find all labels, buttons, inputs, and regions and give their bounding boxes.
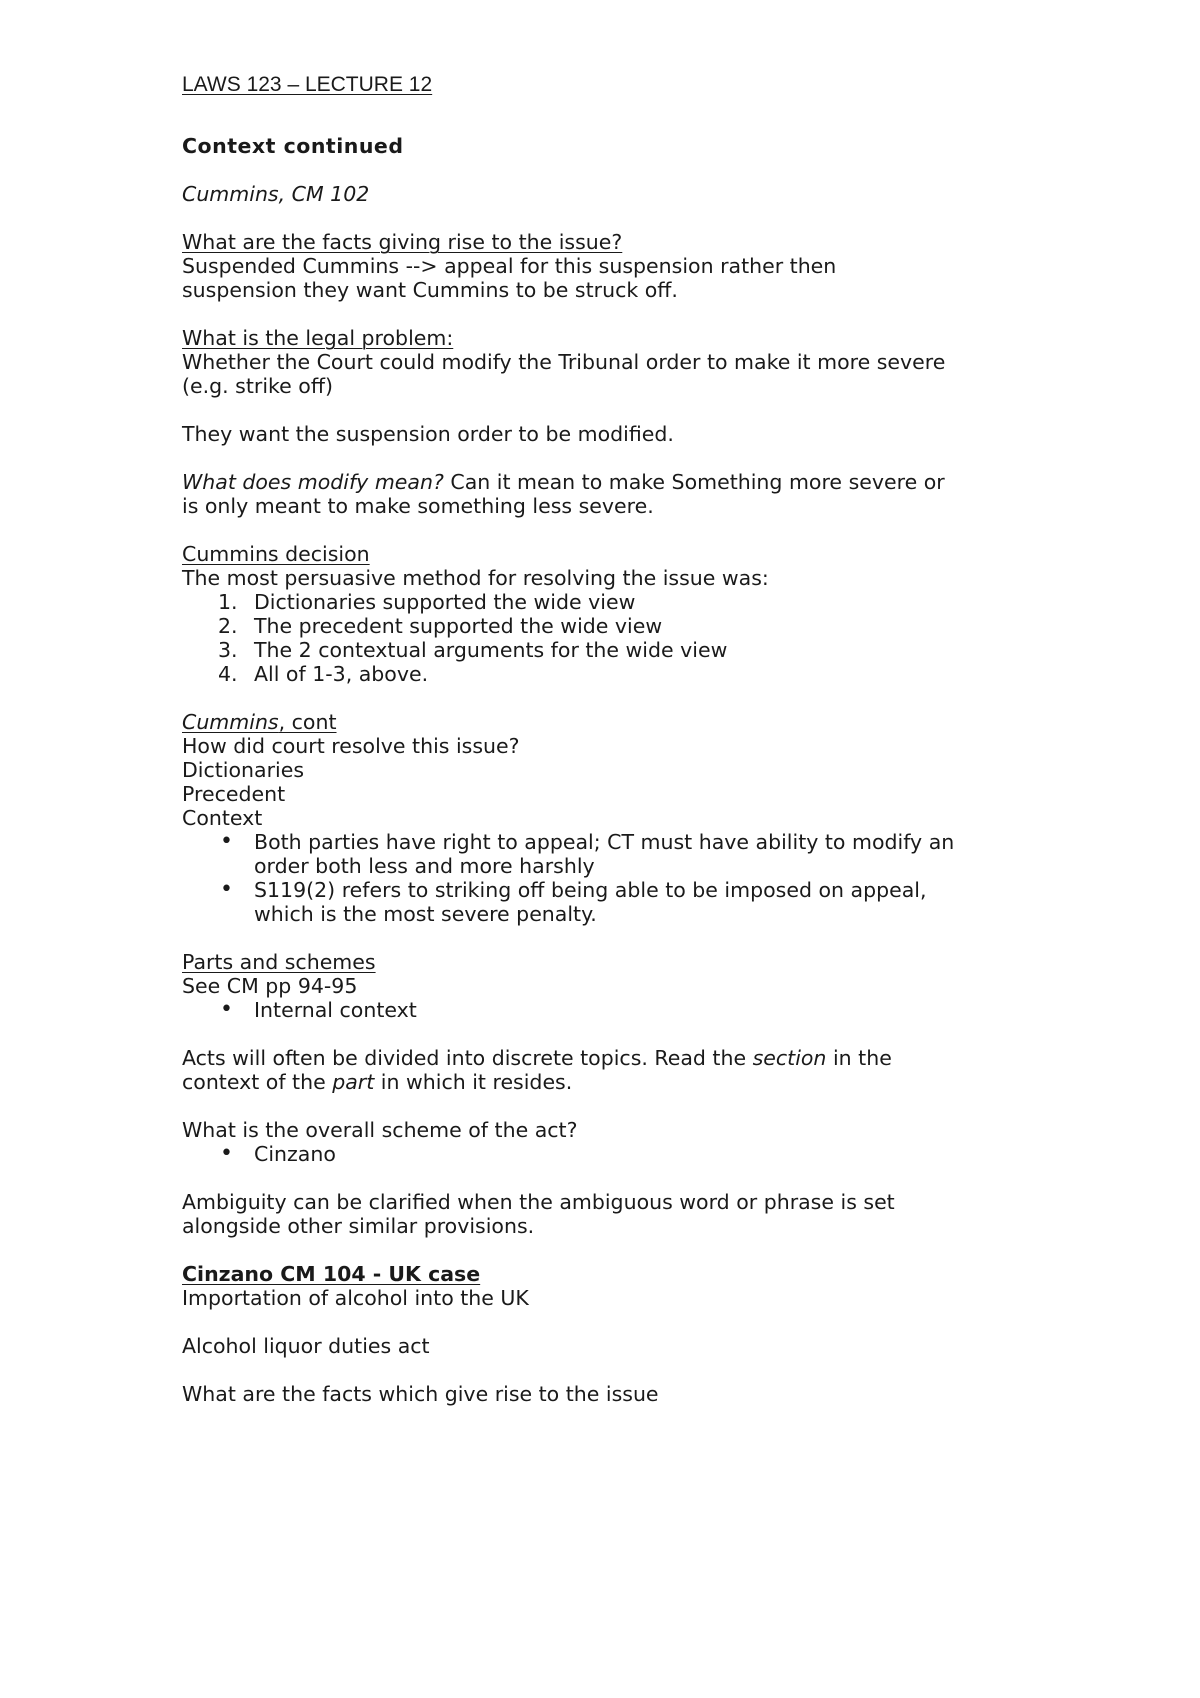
legal-problem-question: What is the legal problem:	[182, 326, 454, 350]
cinzano-note: Alcohol liquor duties act	[182, 1334, 430, 1358]
decision-intro: The most persuasive method for resolving the issue was:	[182, 566, 769, 590]
list-number: 2.	[218, 614, 238, 638]
modify-rest: Can it mean to make Something more severe or	[443, 470, 945, 494]
list-item-text: The 2 contextual arguments for the wide view	[254, 638, 728, 662]
list-item-text: S119(2) refers to striking off being able to be imposed on appeal,	[254, 878, 927, 902]
list-number: 4.	[218, 662, 238, 686]
cinzano-note: Importation of alcohol into the UK	[182, 1286, 529, 1310]
acts-text: Acts will often be divided into discrete topics. Read the	[182, 1046, 753, 1070]
modify-question: What does modify mean?	[182, 470, 444, 494]
list-item-text: The precedent supported the wide view	[254, 614, 663, 638]
list-item-text: Cinzano	[254, 1142, 336, 1166]
facts-line: suspension they want Cummins to be struck off.	[182, 278, 678, 302]
list-item-text: which is the most severe penalty.	[254, 902, 597, 926]
parts-reference: See CM pp 94-95	[182, 974, 358, 998]
case-reference: Cummins, CM 102	[182, 182, 370, 206]
bullet-icon: •	[220, 1141, 233, 1166]
facts-line: Suspended Cummins --> appeal for this suspension rather then	[182, 254, 837, 278]
cinzano-note: What are the facts which give rise to the issue	[182, 1382, 659, 1406]
section-title: Context continued	[182, 134, 404, 158]
acts-emphasis: part	[332, 1070, 375, 1094]
parts-heading: Parts and schemes	[182, 950, 376, 974]
list-item-text: order both less and more harshly	[254, 854, 595, 878]
legal-problem-line: Whether the Court could modify the Tribunal order to make it more severe	[182, 350, 946, 374]
acts-text: in the	[826, 1046, 892, 1070]
list-item-text: Dictionaries supported the wide view	[254, 590, 636, 614]
resolve-method: Dictionaries	[182, 758, 304, 782]
list-number: 1.	[218, 590, 238, 614]
bullet-icon: •	[220, 877, 233, 902]
case-name: Cummins	[182, 710, 279, 734]
facts-question: What are the facts giving rise to the issue?	[182, 230, 623, 254]
modify-line: is only meant to make something less severe.	[182, 494, 654, 518]
acts-emphasis: section	[752, 1046, 827, 1070]
legal-problem-line: (e.g. strike off)	[182, 374, 333, 398]
heading-suffix: , cont	[278, 710, 337, 734]
cinzano-heading: Cinzano CM 104 - UK case	[182, 1262, 481, 1286]
resolve-question: How did court resolve this issue?	[182, 734, 520, 758]
want-statement: They want the suspension order to be modified.	[182, 422, 674, 446]
cummins-cont-heading	[182, 709, 337, 735]
list-item-text: All of 1-3, above.	[254, 662, 429, 686]
acts-paragraph-line	[182, 1069, 572, 1095]
acts-text: in which it resides.	[374, 1070, 573, 1094]
acts-paragraph	[182, 1045, 892, 1071]
resolve-method: Context	[182, 806, 263, 830]
scheme-question: What is the overall scheme of the act?	[182, 1118, 578, 1142]
modify-paragraph	[182, 469, 945, 495]
resolve-method: Precedent	[182, 782, 286, 806]
list-number: 3.	[218, 638, 238, 662]
list-item-text: Both parties have right to appeal; CT must have ability to modify an	[254, 830, 955, 854]
list-item-text: Internal context	[254, 998, 417, 1022]
bullet-icon: •	[220, 829, 233, 854]
acts-text: context of the	[182, 1070, 333, 1094]
bullet-icon: •	[220, 997, 233, 1022]
ambiguity-line: alongside other similar provisions.	[182, 1214, 535, 1238]
document-header: LAWS 123 – LECTURE 12	[182, 73, 433, 96]
ambiguity-line: Ambiguity can be clarified when the ambiguous word or phrase is set	[182, 1190, 895, 1214]
decision-heading: Cummins decision	[182, 542, 370, 566]
